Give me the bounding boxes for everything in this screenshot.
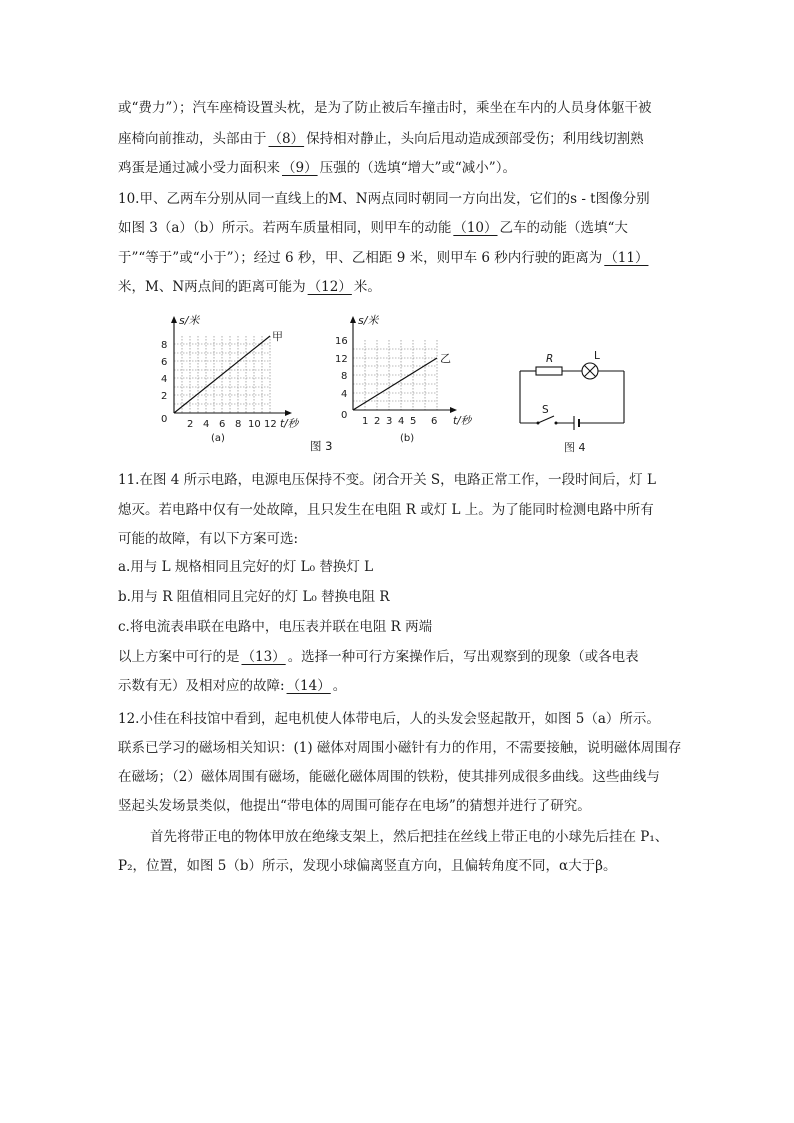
x-arrow-a bbox=[285, 410, 292, 416]
q9-line-2: 座椅向前推动，头部由于 （8） 保持相对静止，头向后甩动造成颈部受伤；利用线切割熟 bbox=[118, 131, 644, 147]
figure-3a-graph bbox=[150, 310, 300, 445]
blank-14[interactable]: （14） bbox=[286, 678, 331, 694]
series-label-jia: 甲 bbox=[272, 330, 283, 343]
blank-13[interactable]: （13） bbox=[241, 649, 286, 665]
series-line-jia bbox=[174, 336, 270, 413]
x-label-b: t/秒 bbox=[453, 415, 472, 427]
q11-line-3: 可能的故障，有以下方案可选: bbox=[118, 531, 299, 547]
y-label-a: s/米 bbox=[179, 314, 200, 327]
blank-11[interactable]: （11） bbox=[604, 250, 649, 266]
figure-3b-graph bbox=[325, 310, 485, 445]
q11-line-2: 熄灭。若电路中仅有一处故障，且只发生在电阻 R 或灯 L 上。为了能同时检测电路中所有 bbox=[118, 502, 654, 518]
resistor-r bbox=[536, 367, 562, 375]
x-tick-2-a: 2 bbox=[187, 419, 194, 430]
x-tick-8-a: 8 bbox=[235, 419, 242, 430]
y-tick-4-b: 4 bbox=[341, 389, 348, 400]
x-label-a: t/秒 bbox=[280, 418, 299, 430]
x-tick-6-a: 6 bbox=[219, 419, 226, 430]
q10-line-3: 于”“等于”或“小于”）；经过 6 秒，甲、乙相距 9 米，则甲车 6 秒内行驶的距离为 （11） bbox=[118, 250, 649, 266]
x-tick-10-a: 10 bbox=[248, 419, 261, 430]
series-label-yi: 乙 bbox=[440, 352, 451, 365]
label-s: S bbox=[542, 404, 549, 416]
sub-caption-a: (a) bbox=[211, 433, 225, 444]
grid-b bbox=[353, 340, 437, 410]
x-tick-4-a: 4 bbox=[203, 419, 210, 430]
y-tick-2-a: 2 bbox=[161, 391, 168, 402]
q10-line-1: 10.甲、乙两车分别从同一直线上的M、N两点同时朝同一方向出发，它们的s - t图像分别 bbox=[118, 191, 650, 207]
sub-caption-b: (b) bbox=[400, 433, 415, 444]
y-label-b: s/米 bbox=[358, 314, 379, 327]
y-tick-6-a: 6 bbox=[161, 357, 168, 368]
q12-line-6: P₂，位置，如图 5（b）所示，发现小球偏离竖直方向，且偏转角度不同，α大于β。 bbox=[118, 858, 617, 874]
figure-4-caption: 图 4 bbox=[564, 441, 586, 454]
x-tick-12-a: 12 bbox=[264, 419, 277, 430]
y-tick-4-a: 4 bbox=[161, 374, 168, 385]
y-arrow-b bbox=[350, 316, 356, 323]
q9-line-3: 鸡蛋是通过减小受力面积来 （9） 压强的（选填“增大”或“减小”）。 bbox=[118, 160, 516, 176]
x-arrow-b bbox=[450, 407, 457, 413]
y-tick-12-b: 12 bbox=[335, 354, 348, 365]
blank-10[interactable]: （10） bbox=[453, 220, 498, 236]
origin-a: 0 bbox=[161, 414, 168, 425]
q12-line-5: 首先将带正电的物体甲放在绝缘支架上，然后把挂在丝线上带正电的小球先后挂在 P₁、 bbox=[150, 829, 669, 845]
q9-line-1: 或“费力”）；汽车座椅设置头枕，是为了防止被后车撞击时，乘坐在车内的人员身体躯干被 bbox=[118, 100, 652, 116]
blank-12[interactable]: （12） bbox=[307, 279, 352, 295]
q12-line-2: 联系已学习的磁场相关知识：(1) 磁体对周围小磁针有力的作用，不需要接触，说明磁体周围存 bbox=[118, 740, 682, 756]
q10-line-4: 米，M、N两点间的距离可能为 （12） 米。 bbox=[118, 279, 381, 295]
q12-line-4: 竖起头发场景类似，他提出“带电体的周围可能存在电场”的猜想并进行了研究。 bbox=[118, 798, 591, 814]
q12-line-3: 在磁场；（2）磁体周围有磁场，能磁化磁体周围的铁粉，使其排列成很多曲线。这些曲线与 bbox=[118, 769, 660, 785]
x-tick-1-b: 1 bbox=[362, 416, 369, 427]
q11-line-1: 11.在图 4 所示电路，电源电压保持不变。闭合开关 S，电路正常工作，一段时间后，灯 L bbox=[118, 472, 656, 488]
q11-option-c: c.将电流表串联在电路中，电压表并联在电阻 R 两端 bbox=[118, 619, 433, 635]
x-tick-6-b: 6 bbox=[431, 416, 438, 427]
q11-option-b: b.用与 R 阻值相同且完好的灯 L₀ 替换电阻 R bbox=[118, 589, 390, 605]
q10-line-2: 如图 3（a）（b）所示。若两车质量相同，则甲车的动能 （10） 乙车的动能（选填“大 bbox=[118, 220, 628, 236]
blank-9[interactable]: （9） bbox=[282, 160, 318, 176]
q11-line-7: 以上方案中可行的是 （13） 。选择一种可行方案操作后，写出观察到的现象（或各电表 bbox=[118, 649, 639, 665]
figure-4-circuit bbox=[510, 345, 635, 455]
x-tick-3-b: 3 bbox=[386, 416, 393, 427]
x-tick-2-b: 2 bbox=[374, 416, 381, 427]
y-tick-8-b: 8 bbox=[341, 371, 348, 382]
q11-line-8: 示数有无）及相对应的故障: （14） 。 bbox=[118, 678, 347, 694]
label-r: R bbox=[546, 353, 554, 365]
switch-s bbox=[538, 416, 554, 423]
x-tick-4-b: 4 bbox=[398, 416, 405, 427]
origin-b: 0 bbox=[341, 410, 348, 421]
q11-option-a: a.用与 L 规格相同且完好的灯 L₀ 替换灯 L bbox=[118, 559, 374, 575]
label-l: L bbox=[594, 350, 600, 362]
y-tick-8-a: 8 bbox=[161, 340, 168, 351]
y-arrow-a bbox=[171, 316, 177, 323]
figure-3-caption: 图 3 bbox=[310, 439, 333, 453]
x-tick-5-b: 5 bbox=[410, 416, 417, 427]
q12-line-1: 12.小佳在科技馆中看到，起电机使人体带电后，人的头发会竖起散开，如图 5（a）所示。 bbox=[118, 711, 660, 727]
y-tick-16-b: 16 bbox=[335, 336, 348, 347]
blank-8[interactable]: （8） bbox=[268, 131, 305, 147]
